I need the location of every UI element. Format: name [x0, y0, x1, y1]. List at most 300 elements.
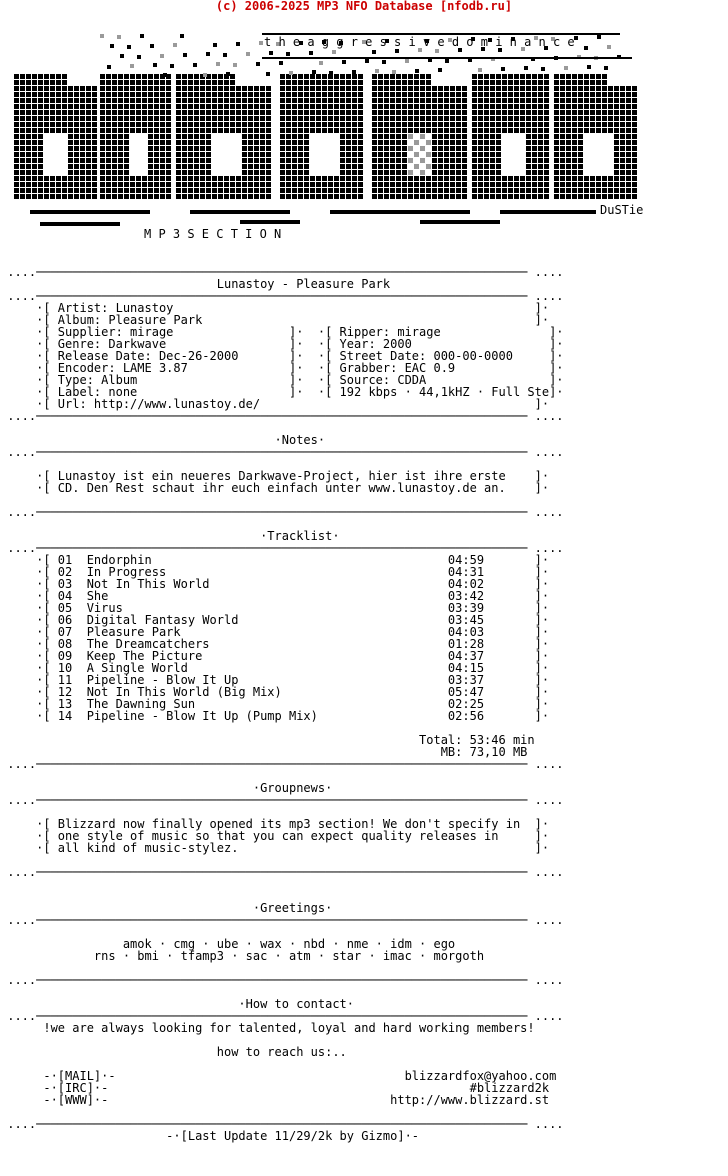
- logo-underline-bar: [190, 210, 290, 214]
- logo-ink-pixel: [118, 164, 123, 169]
- logo-ink-pixel: [86, 98, 91, 103]
- logo-ink-pixel: [118, 104, 123, 109]
- nfo-line: ·[ 04 She 03:42 ]·: [0, 589, 550, 603]
- logo-ink-pixel: [426, 110, 431, 115]
- logo-ink-pixel: [566, 140, 571, 145]
- logo-ink-pixel: [508, 188, 513, 193]
- logo-ink-pixel: [266, 134, 271, 139]
- logo-speck: [170, 64, 174, 68]
- logo-ink-pixel: [112, 74, 117, 79]
- logo-ink-pixel: [38, 104, 43, 109]
- logo-ink-pixel: [484, 92, 489, 97]
- logo-ink-pixel: [538, 134, 543, 139]
- logo-ink-pixel: [578, 134, 583, 139]
- logo-ink-pixel: [372, 98, 377, 103]
- logo-ink-pixel: [378, 92, 383, 97]
- logo-ink-pixel: [260, 98, 265, 103]
- logo-ink-pixel: [390, 122, 395, 127]
- logo-ink-pixel: [358, 86, 363, 91]
- logo-ink-pixel: [304, 122, 309, 127]
- logo-ink-pixel: [578, 110, 583, 115]
- logo-ink-pixel: [304, 86, 309, 91]
- logo-ink-pixel: [340, 140, 345, 145]
- logo-ink-pixel: [502, 116, 507, 121]
- logo-speck: [415, 69, 419, 73]
- logo-ink-pixel: [206, 152, 211, 157]
- logo-ink-pixel: [632, 86, 637, 91]
- logo-ink-pixel: [62, 188, 67, 193]
- logo-ink-pixel: [402, 104, 407, 109]
- logo-ink-pixel: [526, 128, 531, 133]
- logo-ink-pixel: [378, 116, 383, 121]
- logo-ink-pixel: [426, 98, 431, 103]
- logo-ink-pixel: [438, 164, 443, 169]
- logo-ink-pixel: [484, 98, 489, 103]
- logo-ink-pixel: [100, 188, 105, 193]
- logo-ink-pixel: [414, 116, 419, 121]
- logo-ink-pixel: [526, 158, 531, 163]
- logo-speck: [173, 43, 177, 47]
- nfo-line: ·[ all kind of music-stylez. ]·: [0, 841, 550, 855]
- logo-ink-pixel: [396, 188, 401, 193]
- logo-ink-pixel: [188, 152, 193, 157]
- logo-ink-pixel: [50, 98, 55, 103]
- logo-ink-pixel: [298, 74, 303, 79]
- logo-ink-pixel: [254, 164, 259, 169]
- logo-ink-pixel: [472, 116, 477, 121]
- logo-ink-pixel: [358, 104, 363, 109]
- logo-ink-pixel: [334, 86, 339, 91]
- logo-ink-pixel: [502, 188, 507, 193]
- logo-ink-pixel: [286, 182, 291, 187]
- logo-ink-pixel: [266, 122, 271, 127]
- logo-ink-pixel: [396, 152, 401, 157]
- logo-ink-pixel: [532, 86, 537, 91]
- logo-ink-pixel: [544, 182, 549, 187]
- logo-ink-pixel: [438, 182, 443, 187]
- logo-ink-pixel: [50, 128, 55, 133]
- logo-ink-pixel: [154, 122, 159, 127]
- logo-ink-pixel: [62, 128, 67, 133]
- logo-ink-pixel: [614, 122, 619, 127]
- logo-ink-pixel: [188, 104, 193, 109]
- logo-ink-pixel: [346, 98, 351, 103]
- logo-ink-pixel: [32, 122, 37, 127]
- logo-ink-pixel: [462, 116, 467, 121]
- logo-ink-pixel: [14, 122, 19, 127]
- logo-ink-pixel: [74, 170, 79, 175]
- logo-ink-pixel: [584, 92, 589, 97]
- logo-ink-pixel: [608, 92, 613, 97]
- logo-ink-pixel: [450, 188, 455, 193]
- logo-ink-pixel: [472, 134, 477, 139]
- logo-ink-pixel: [578, 86, 583, 91]
- logo-ink-pixel: [206, 122, 211, 127]
- logo-ink-pixel: [160, 122, 165, 127]
- logo-ink-pixel: [182, 86, 187, 91]
- logo-ink-pixel: [450, 182, 455, 187]
- logo-ink-pixel: [130, 176, 135, 181]
- logo-ink-pixel: [292, 140, 297, 145]
- logo-ink-pixel: [496, 104, 501, 109]
- logo-ink-pixel: [334, 176, 339, 181]
- logo-ink-pixel: [298, 182, 303, 187]
- logo-ink-pixel: [490, 188, 495, 193]
- logo-ink-pixel: [322, 182, 327, 187]
- logo-ink-pixel: [496, 74, 501, 79]
- logo-ink-pixel: [230, 110, 235, 115]
- logo-ink-pixel: [194, 188, 199, 193]
- logo-ink-pixel: [188, 98, 193, 103]
- logo-ink-pixel: [396, 176, 401, 181]
- logo-ink-pixel: [166, 170, 171, 175]
- logo-ink-pixel: [520, 80, 525, 85]
- nfo-line: ·[ 14 Pipeline - Blow It Up (Pump Mix) 02:56 ]·: [0, 709, 550, 723]
- logo-ink-pixel: [310, 122, 315, 127]
- logo-ink-pixel: [26, 122, 31, 127]
- logo-ink-pixel: [112, 146, 117, 151]
- logo-ink-pixel: [166, 110, 171, 115]
- logo-ink-pixel: [346, 194, 351, 199]
- logo-ink-pixel: [280, 116, 285, 121]
- logo-ink-pixel: [200, 92, 205, 97]
- logo-ink-pixel: [212, 92, 217, 97]
- logo-ink-pixel: [26, 92, 31, 97]
- logo-ink-pixel: [496, 194, 501, 199]
- nfo-line: ·[ 11 Pipeline - Blow It Up 03:37 ]·: [0, 673, 550, 687]
- logo-ink-pixel: [154, 74, 159, 79]
- logo-ink-pixel: [490, 134, 495, 139]
- logo-ink-pixel: [626, 116, 631, 121]
- logo-ink-pixel: [136, 176, 141, 181]
- logo-ink-pixel: [148, 86, 153, 91]
- logo-ink-pixel: [304, 134, 309, 139]
- logo-ink-pixel: [14, 140, 19, 145]
- logo-ink-pixel: [124, 170, 129, 175]
- logo-ink-pixel: [372, 140, 377, 145]
- logo-ink-pixel: [532, 80, 537, 85]
- logo-ink-pixel: [148, 194, 153, 199]
- logo-ink-pixel: [166, 80, 171, 85]
- logo-ink-pixel: [384, 110, 389, 115]
- logo-ink-pixel: [402, 86, 407, 91]
- logo-ink-pixel: [100, 146, 105, 151]
- logo-ink-pixel: [106, 92, 111, 97]
- logo-ink-pixel: [572, 80, 577, 85]
- logo-ink-pixel: [602, 98, 607, 103]
- logo-ink-pixel: [182, 116, 187, 121]
- logo-ink-pixel: [520, 98, 525, 103]
- logo-ink-pixel: [590, 116, 595, 121]
- logo-ink-pixel: [112, 164, 117, 169]
- logo-ink-pixel: [154, 194, 159, 199]
- logo-ink-pixel: [148, 122, 153, 127]
- logo-ink-pixel: [484, 122, 489, 127]
- logo-ink-pixel: [212, 110, 217, 115]
- nfo-line: ·[ Album: Pleasure Park ]·: [0, 313, 550, 327]
- logo-ink-pixel: [584, 122, 589, 127]
- logo-ink-pixel: [38, 122, 43, 127]
- logo-ink-pixel: [322, 176, 327, 181]
- logo-ink-pixel: [188, 128, 193, 133]
- logo-ink-pixel: [80, 164, 85, 169]
- logo-ink-pixel: [590, 74, 595, 79]
- logo-ink-pixel: [340, 146, 345, 151]
- logo-ink-pixel: [378, 134, 383, 139]
- logo-ink-pixel: [438, 134, 443, 139]
- logo-ink-pixel: [280, 92, 285, 97]
- logo-ink-pixel: [26, 164, 31, 169]
- logo-ink-pixel: [280, 158, 285, 163]
- logo-ink-pixel: [472, 80, 477, 85]
- logo-ink-pixel: [154, 116, 159, 121]
- logo-ink-pixel: [584, 176, 589, 181]
- logo-ink-pixel: [614, 92, 619, 97]
- logo-speck: [269, 51, 273, 55]
- logo-ink-pixel: [408, 98, 413, 103]
- logo-ink-pixel: [188, 158, 193, 163]
- logo-ink-pixel: [92, 188, 97, 193]
- logo-ink-pixel: [502, 80, 507, 85]
- logo-speck: [183, 53, 187, 57]
- logo-shade-pixel: [414, 140, 419, 145]
- logo-ink-pixel: [242, 158, 247, 163]
- logo-ink-pixel: [602, 188, 607, 193]
- logo-ink-pixel: [266, 182, 271, 187]
- logo-ink-pixel: [118, 80, 123, 85]
- logo-ink-pixel: [142, 122, 147, 127]
- logo-ink-pixel: [340, 104, 345, 109]
- logo-ink-pixel: [148, 164, 153, 169]
- logo-ink-pixel: [304, 152, 309, 157]
- logo-speck: [110, 44, 114, 48]
- logo-ink-pixel: [260, 92, 265, 97]
- logo-ink-pixel: [450, 116, 455, 121]
- logo-ink-pixel: [80, 194, 85, 199]
- logo-ink-pixel: [182, 104, 187, 109]
- logo-ink-pixel: [490, 74, 495, 79]
- logo-ink-pixel: [514, 110, 519, 115]
- nfo-line: ·Groupnews·: [0, 781, 333, 795]
- nfo-line: ....──────────────────────────────────────────────────────────────────── ....: [0, 445, 564, 459]
- logo-ink-pixel: [450, 134, 455, 139]
- logo-ink-pixel: [502, 104, 507, 109]
- logo-ink-pixel: [544, 152, 549, 157]
- logo-speck: [395, 49, 399, 53]
- logo-speck: [223, 53, 227, 57]
- logo-ink-pixel: [188, 188, 193, 193]
- logo-ink-pixel: [316, 122, 321, 127]
- logo-ink-pixel: [304, 158, 309, 163]
- logo-ink-pixel: [384, 176, 389, 181]
- logo-ink-pixel: [112, 140, 117, 145]
- logo-ink-pixel: [590, 110, 595, 115]
- logo-ink-pixel: [26, 176, 31, 181]
- logo-ink-pixel: [292, 182, 297, 187]
- logo-ink-pixel: [328, 116, 333, 121]
- logo-ink-pixel: [384, 80, 389, 85]
- logo-ink-pixel: [280, 194, 285, 199]
- logo-ink-pixel: [560, 98, 565, 103]
- logo-ink-pixel: [444, 98, 449, 103]
- logo-speck: [226, 72, 230, 76]
- logo-ink-pixel: [484, 170, 489, 175]
- logo-ink-pixel: [438, 188, 443, 193]
- logo-ink-pixel: [478, 182, 483, 187]
- logo-ink-pixel: [248, 170, 253, 175]
- logo-ink-pixel: [340, 164, 345, 169]
- logo-ink-pixel: [396, 74, 401, 79]
- logo-ink-pixel: [560, 194, 565, 199]
- logo-ink-pixel: [334, 128, 339, 133]
- logo-ink-pixel: [472, 140, 477, 145]
- logo-ink-pixel: [420, 182, 425, 187]
- logo-ink-pixel: [484, 158, 489, 163]
- logo-ink-pixel: [578, 182, 583, 187]
- logo-ink-pixel: [450, 98, 455, 103]
- logo-ink-pixel: [188, 140, 193, 145]
- logo-ink-pixel: [408, 128, 413, 133]
- logo-ink-pixel: [304, 80, 309, 85]
- logo-ink-pixel: [142, 194, 147, 199]
- logo-ink-pixel: [218, 176, 223, 181]
- logo-ink-pixel: [248, 182, 253, 187]
- logo-ink-pixel: [92, 116, 97, 121]
- logo-ink-pixel: [352, 152, 357, 157]
- logo-ink-pixel: [100, 110, 105, 115]
- logo-ink-pixel: [56, 104, 61, 109]
- nfo-line: ·Notes·: [0, 433, 326, 447]
- logo-ink-pixel: [526, 110, 531, 115]
- logo-ink-pixel: [224, 176, 229, 181]
- logo-ink-pixel: [86, 122, 91, 127]
- logo-ink-pixel: [456, 146, 461, 151]
- logo-ink-pixel: [508, 80, 513, 85]
- logo-ink-pixel: [112, 128, 117, 133]
- logo-ink-pixel: [106, 176, 111, 181]
- logo-ink-pixel: [304, 194, 309, 199]
- logo-ink-pixel: [142, 188, 147, 193]
- logo-ink-pixel: [14, 152, 19, 157]
- logo-ink-pixel: [148, 158, 153, 163]
- logo-ink-pixel: [298, 170, 303, 175]
- logo-ink-pixel: [484, 140, 489, 145]
- logo-ink-pixel: [166, 122, 171, 127]
- logo-ink-pixel: [538, 128, 543, 133]
- logo-ink-pixel: [188, 122, 193, 127]
- logo-ink-pixel: [230, 104, 235, 109]
- logo-ink-pixel: [50, 116, 55, 121]
- logo-speck: [140, 34, 144, 38]
- logo-ink-pixel: [124, 74, 129, 79]
- nfo-line: [0, 878, 564, 890]
- logo-ink-pixel: [112, 134, 117, 139]
- logo-ink-pixel: [554, 140, 559, 145]
- logo-ink-pixel: [352, 134, 357, 139]
- logo-ink-pixel: [20, 164, 25, 169]
- logo-ink-pixel: [484, 188, 489, 193]
- logo-ink-pixel: [124, 188, 129, 193]
- logo-ink-pixel: [50, 92, 55, 97]
- logo-ink-pixel: [14, 92, 19, 97]
- logo-ink-pixel: [20, 122, 25, 127]
- logo-ink-pixel: [378, 104, 383, 109]
- logo-ink-pixel: [426, 188, 431, 193]
- logo-ink-pixel: [538, 92, 543, 97]
- logo-ink-pixel: [254, 134, 259, 139]
- logo-ink-pixel: [572, 116, 577, 121]
- logo-ink-pixel: [26, 80, 31, 85]
- logo-ink-pixel: [260, 164, 265, 169]
- logo-ink-pixel: [462, 128, 467, 133]
- logo-ink-pixel: [68, 182, 73, 187]
- logo-ink-pixel: [532, 170, 537, 175]
- logo-ink-pixel: [62, 104, 67, 109]
- logo-ink-pixel: [438, 98, 443, 103]
- logo-ink-pixel: [112, 104, 117, 109]
- logo-ink-pixel: [106, 140, 111, 145]
- logo-ink-pixel: [188, 134, 193, 139]
- logo-ink-pixel: [596, 98, 601, 103]
- logo-ink-pixel: [396, 104, 401, 109]
- logo-ink-pixel: [86, 164, 91, 169]
- nfo-line: ....──────────────────────────────────────────────────────────────────── ....: [0, 1009, 564, 1023]
- logo-ink-pixel: [166, 140, 171, 145]
- logo-ink-pixel: [584, 116, 589, 121]
- logo-ink-pixel: [148, 176, 153, 181]
- logo-ink-pixel: [14, 110, 19, 115]
- logo-ink-pixel: [390, 164, 395, 169]
- logo-ink-pixel: [532, 158, 537, 163]
- logo-ink-pixel: [358, 74, 363, 79]
- logo-ink-pixel: [166, 176, 171, 181]
- logo-ink-pixel: [20, 128, 25, 133]
- logo-ink-pixel: [100, 98, 105, 103]
- logo-ink-pixel: [124, 110, 129, 115]
- logo-ink-pixel: [490, 164, 495, 169]
- logo-ink-pixel: [408, 86, 413, 91]
- logo-ink-pixel: [166, 116, 171, 121]
- logo-ink-pixel: [38, 134, 43, 139]
- logo-ink-pixel: [154, 164, 159, 169]
- logo-ink-pixel: [462, 104, 467, 109]
- logo-ink-pixel: [538, 116, 543, 121]
- logo-speck: [607, 45, 611, 49]
- logo-ink-pixel: [32, 194, 37, 199]
- logo-ink-pixel: [602, 74, 607, 79]
- logo-ink-pixel: [188, 176, 193, 181]
- logo-ink-pixel: [280, 164, 285, 169]
- logo-ink-pixel: [50, 122, 55, 127]
- logo-ink-pixel: [554, 176, 559, 181]
- logo-ink-pixel: [444, 140, 449, 145]
- logo-ink-pixel: [230, 74, 235, 79]
- logo-ink-pixel: [194, 140, 199, 145]
- logo-ink-pixel: [538, 110, 543, 115]
- logo-ink-pixel: [298, 86, 303, 91]
- logo-ink-pixel: [414, 110, 419, 115]
- logo-ink-pixel: [572, 164, 577, 169]
- logo-ink-pixel: [328, 86, 333, 91]
- logo-ink-pixel: [68, 194, 73, 199]
- logo-ink-pixel: [402, 116, 407, 121]
- logo-ink-pixel: [136, 86, 141, 91]
- nfo-line: ·[ 08 The Dreamcatchers 01:28 ]·: [0, 637, 550, 651]
- logo-ink-pixel: [384, 122, 389, 127]
- logo-ink-pixel: [420, 122, 425, 127]
- logo-ink-pixel: [352, 182, 357, 187]
- logo-ink-pixel: [206, 188, 211, 193]
